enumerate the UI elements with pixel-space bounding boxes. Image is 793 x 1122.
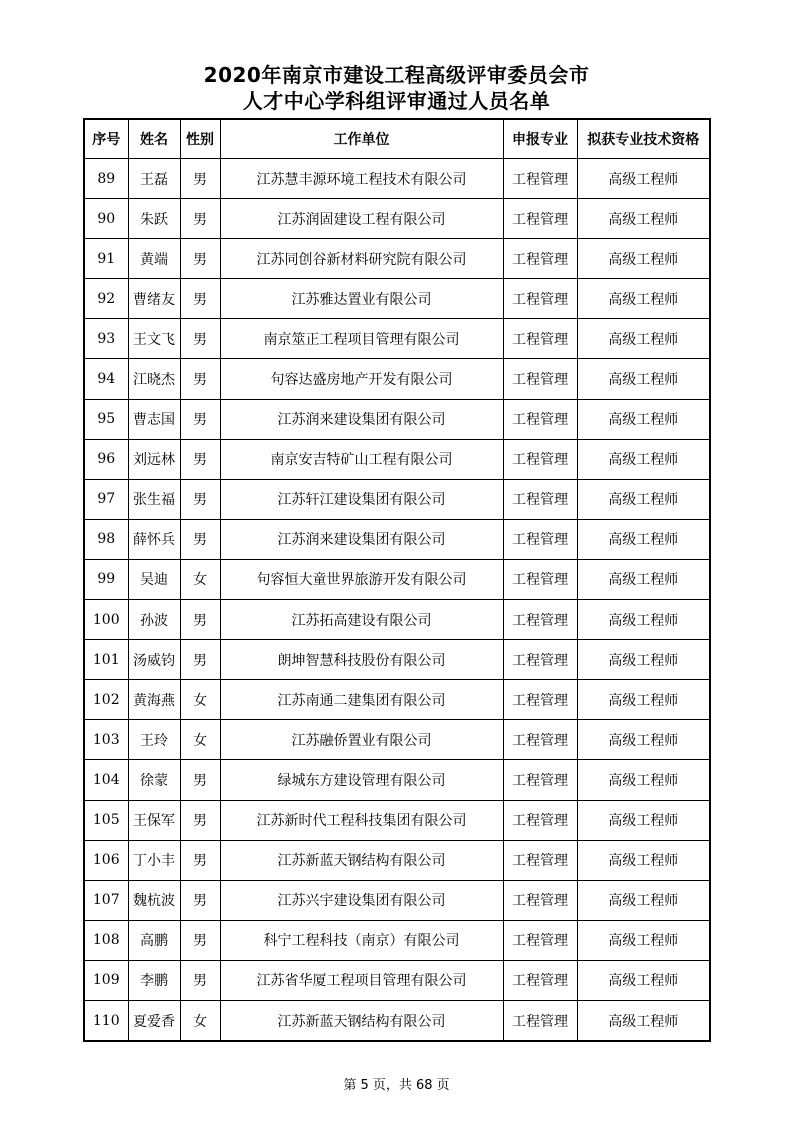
cell-name: 王玲 <box>128 720 180 760</box>
cell-index: 103 <box>84 720 128 760</box>
cell-specialty: 工程管理 <box>503 1000 577 1041</box>
cell-index: 90 <box>84 199 128 239</box>
cell-gender: 女 <box>180 559 220 599</box>
cell-name: 高鹏 <box>128 920 180 960</box>
table-row <box>84 399 710 439</box>
cell-index: 109 <box>84 960 128 1000</box>
cell-name: 刘远林 <box>128 439 180 479</box>
table-row <box>84 760 710 800</box>
cell-qualification: 高级工程师 <box>577 760 710 800</box>
table-row <box>84 279 710 319</box>
cell-employer: 江苏润来建设集团有限公司 <box>220 399 503 439</box>
cell-index: 99 <box>84 559 128 599</box>
cell-name: 王文飞 <box>128 319 180 359</box>
cell-qualification: 高级工程师 <box>577 600 710 640</box>
cell-index: 104 <box>84 760 128 800</box>
header-name: 姓名 <box>128 119 180 159</box>
cell-index: 105 <box>84 800 128 840</box>
cell-specialty: 工程管理 <box>503 399 577 439</box>
cell-employer: 江苏兴宇建设集团有限公司 <box>220 880 503 920</box>
cell-qualification: 高级工程师 <box>577 559 710 599</box>
cell-qualification: 高级工程师 <box>577 1000 710 1041</box>
cell-qualification: 高级工程师 <box>577 399 710 439</box>
cell-qualification: 高级工程师 <box>577 159 710 199</box>
cell-qualification: 高级工程师 <box>577 359 710 399</box>
cell-employer: 江苏慧丰源环境工程技术有限公司 <box>220 159 503 199</box>
cell-index: 95 <box>84 399 128 439</box>
cell-index: 106 <box>84 840 128 880</box>
header-gender: 性别 <box>180 119 220 159</box>
cell-index: 98 <box>84 519 128 559</box>
cell-qualification: 高级工程师 <box>577 960 710 1000</box>
cell-index: 91 <box>84 239 128 279</box>
header-employer: 工作单位 <box>220 119 503 159</box>
cell-specialty: 工程管理 <box>503 479 577 519</box>
cell-index: 92 <box>84 279 128 319</box>
cell-employer: 南京筮正工程项目管理有限公司 <box>220 319 503 359</box>
cell-specialty: 工程管理 <box>503 800 577 840</box>
cell-gender: 男 <box>180 199 220 239</box>
table-header <box>84 119 710 159</box>
cell-name: 薛怀兵 <box>128 519 180 559</box>
cell-employer: 句容恒大童世界旅游开发有限公司 <box>220 559 503 599</box>
cell-index: 101 <box>84 640 128 680</box>
table-row <box>84 239 710 279</box>
cell-name: 曹志国 <box>128 399 180 439</box>
cell-qualification: 高级工程师 <box>577 239 710 279</box>
header-index: 序号 <box>84 119 128 159</box>
cell-gender: 男 <box>180 319 220 359</box>
cell-employer: 江苏轩江建设集团有限公司 <box>220 479 503 519</box>
cell-qualification: 高级工程师 <box>577 680 710 720</box>
cell-specialty: 工程管理 <box>503 720 577 760</box>
cell-gender: 男 <box>180 760 220 800</box>
table-row <box>84 479 710 519</box>
cell-gender: 男 <box>180 519 220 559</box>
cell-specialty: 工程管理 <box>503 439 577 479</box>
table-row <box>84 159 710 199</box>
cell-name: 张生福 <box>128 479 180 519</box>
cell-name: 朱跃 <box>128 199 180 239</box>
table-row <box>84 199 710 239</box>
table-row <box>84 720 710 760</box>
table-row <box>84 840 710 880</box>
header-row <box>84 119 710 159</box>
cell-gender: 男 <box>180 399 220 439</box>
cell-index: 89 <box>84 159 128 199</box>
table-row <box>84 559 710 599</box>
cell-name: 黄端 <box>128 239 180 279</box>
cell-specialty: 工程管理 <box>503 640 577 680</box>
cell-qualification: 高级工程师 <box>577 920 710 960</box>
cell-qualification: 高级工程师 <box>577 880 710 920</box>
cell-specialty: 工程管理 <box>503 680 577 720</box>
page-number: 第 5 页，共 68 页 <box>343 1078 450 1093</box>
cell-employer: 江苏新时代工程科技集团有限公司 <box>220 800 503 840</box>
cell-gender: 女 <box>180 720 220 760</box>
cell-specialty: 工程管理 <box>503 920 577 960</box>
cell-employer: 江苏润固建设工程有限公司 <box>220 199 503 239</box>
cell-gender: 女 <box>180 1000 220 1041</box>
header-qualification: 拟获专业技术资格 <box>577 119 710 159</box>
cell-index: 94 <box>84 359 128 399</box>
cell-gender: 男 <box>180 920 220 960</box>
cell-specialty: 工程管理 <box>503 239 577 279</box>
cell-qualification: 高级工程师 <box>577 720 710 760</box>
roster-table <box>83 118 711 1042</box>
cell-specialty: 工程管理 <box>503 559 577 599</box>
cell-name: 曹绪友 <box>128 279 180 319</box>
cell-employer: 江苏雅达置业有限公司 <box>220 279 503 319</box>
cell-employer: 江苏省华厦工程项目管理有限公司 <box>220 960 503 1000</box>
cell-employer: 江苏南通二建集团有限公司 <box>220 680 503 720</box>
cell-employer: 绿城东方建设管理有限公司 <box>220 760 503 800</box>
cell-employer: 句容达盛房地产开发有限公司 <box>220 359 503 399</box>
cell-name: 丁小丰 <box>128 840 180 880</box>
table-row <box>84 920 710 960</box>
cell-gender: 男 <box>180 800 220 840</box>
cell-specialty: 工程管理 <box>503 359 577 399</box>
cell-index: 96 <box>84 439 128 479</box>
table-row <box>84 880 710 920</box>
table-row <box>84 359 710 399</box>
cell-qualification: 高级工程师 <box>577 199 710 239</box>
cell-name: 魏杭波 <box>128 880 180 920</box>
cell-employer: 江苏润来建设集团有限公司 <box>220 519 503 559</box>
cell-employer: 江苏拓高建设有限公司 <box>220 600 503 640</box>
cell-specialty: 工程管理 <box>503 600 577 640</box>
cell-name: 李鹏 <box>128 960 180 1000</box>
document-title-line-1: 2020年南京市建设工程高级评审委员会市 <box>203 63 590 87</box>
cell-employer: 江苏融侨置业有限公司 <box>220 720 503 760</box>
cell-name: 孙波 <box>128 600 180 640</box>
cell-gender: 男 <box>180 600 220 640</box>
cell-gender: 女 <box>180 680 220 720</box>
cell-gender: 男 <box>180 880 220 920</box>
cell-gender: 男 <box>180 439 220 479</box>
cell-name: 江晓杰 <box>128 359 180 399</box>
cell-gender: 男 <box>180 840 220 880</box>
cell-qualification: 高级工程师 <box>577 279 710 319</box>
cell-qualification: 高级工程师 <box>577 319 710 359</box>
cell-gender: 男 <box>180 640 220 680</box>
cell-index: 102 <box>84 680 128 720</box>
table-row <box>84 600 710 640</box>
cell-index: 93 <box>84 319 128 359</box>
cell-gender: 男 <box>180 960 220 1000</box>
table-row <box>84 519 710 559</box>
cell-employer: 江苏同创谷新材料研究院有限公司 <box>220 239 503 279</box>
cell-name: 黄海燕 <box>128 680 180 720</box>
cell-gender: 男 <box>180 239 220 279</box>
cell-specialty: 工程管理 <box>503 840 577 880</box>
cell-qualification: 高级工程师 <box>577 439 710 479</box>
cell-employer: 科宁工程科技（南京）有限公司 <box>220 920 503 960</box>
table-row <box>84 1000 710 1041</box>
cell-name: 王磊 <box>128 159 180 199</box>
cell-specialty: 工程管理 <box>503 199 577 239</box>
table-row <box>84 640 710 680</box>
cell-index: 107 <box>84 880 128 920</box>
cell-index: 108 <box>84 920 128 960</box>
cell-index: 97 <box>84 479 128 519</box>
cell-employer: 南京安吉特矿山工程有限公司 <box>220 439 503 479</box>
cell-qualification: 高级工程师 <box>577 640 710 680</box>
cell-specialty: 工程管理 <box>503 279 577 319</box>
cell-name: 吴迪 <box>128 559 180 599</box>
cell-name: 夏爱香 <box>128 1000 180 1041</box>
table-row <box>84 960 710 1000</box>
table-body <box>84 159 710 1042</box>
cell-specialty: 工程管理 <box>503 760 577 800</box>
cell-qualification: 高级工程师 <box>577 519 710 559</box>
cell-specialty: 工程管理 <box>503 319 577 359</box>
table-row <box>84 800 710 840</box>
cell-gender: 男 <box>180 279 220 319</box>
header-specialty: 申报专业 <box>503 119 577 159</box>
cell-gender: 男 <box>180 359 220 399</box>
table-row <box>84 680 710 720</box>
cell-specialty: 工程管理 <box>503 519 577 559</box>
table-row <box>84 319 710 359</box>
cell-specialty: 工程管理 <box>503 960 577 1000</box>
cell-specialty: 工程管理 <box>503 880 577 920</box>
cell-qualification: 高级工程师 <box>577 800 710 840</box>
cell-gender: 男 <box>180 479 220 519</box>
cell-gender: 男 <box>180 159 220 199</box>
cell-name: 徐蒙 <box>128 760 180 800</box>
cell-qualification: 高级工程师 <box>577 479 710 519</box>
cell-index: 110 <box>84 1000 128 1041</box>
cell-employer: 江苏新蓝天钢结构有限公司 <box>220 840 503 880</box>
cell-specialty: 工程管理 <box>503 159 577 199</box>
document-title-line-2: 人才中心学科组评审通过人员名单 <box>242 89 551 113</box>
table-row <box>84 439 710 479</box>
cell-index: 100 <box>84 600 128 640</box>
cell-employer: 朗坤智慧科技股份有限公司 <box>220 640 503 680</box>
cell-qualification: 高级工程师 <box>577 840 710 880</box>
cell-employer: 江苏新蓝天钢结构有限公司 <box>220 1000 503 1041</box>
cell-name: 王保军 <box>128 800 180 840</box>
cell-name: 汤威钧 <box>128 640 180 680</box>
